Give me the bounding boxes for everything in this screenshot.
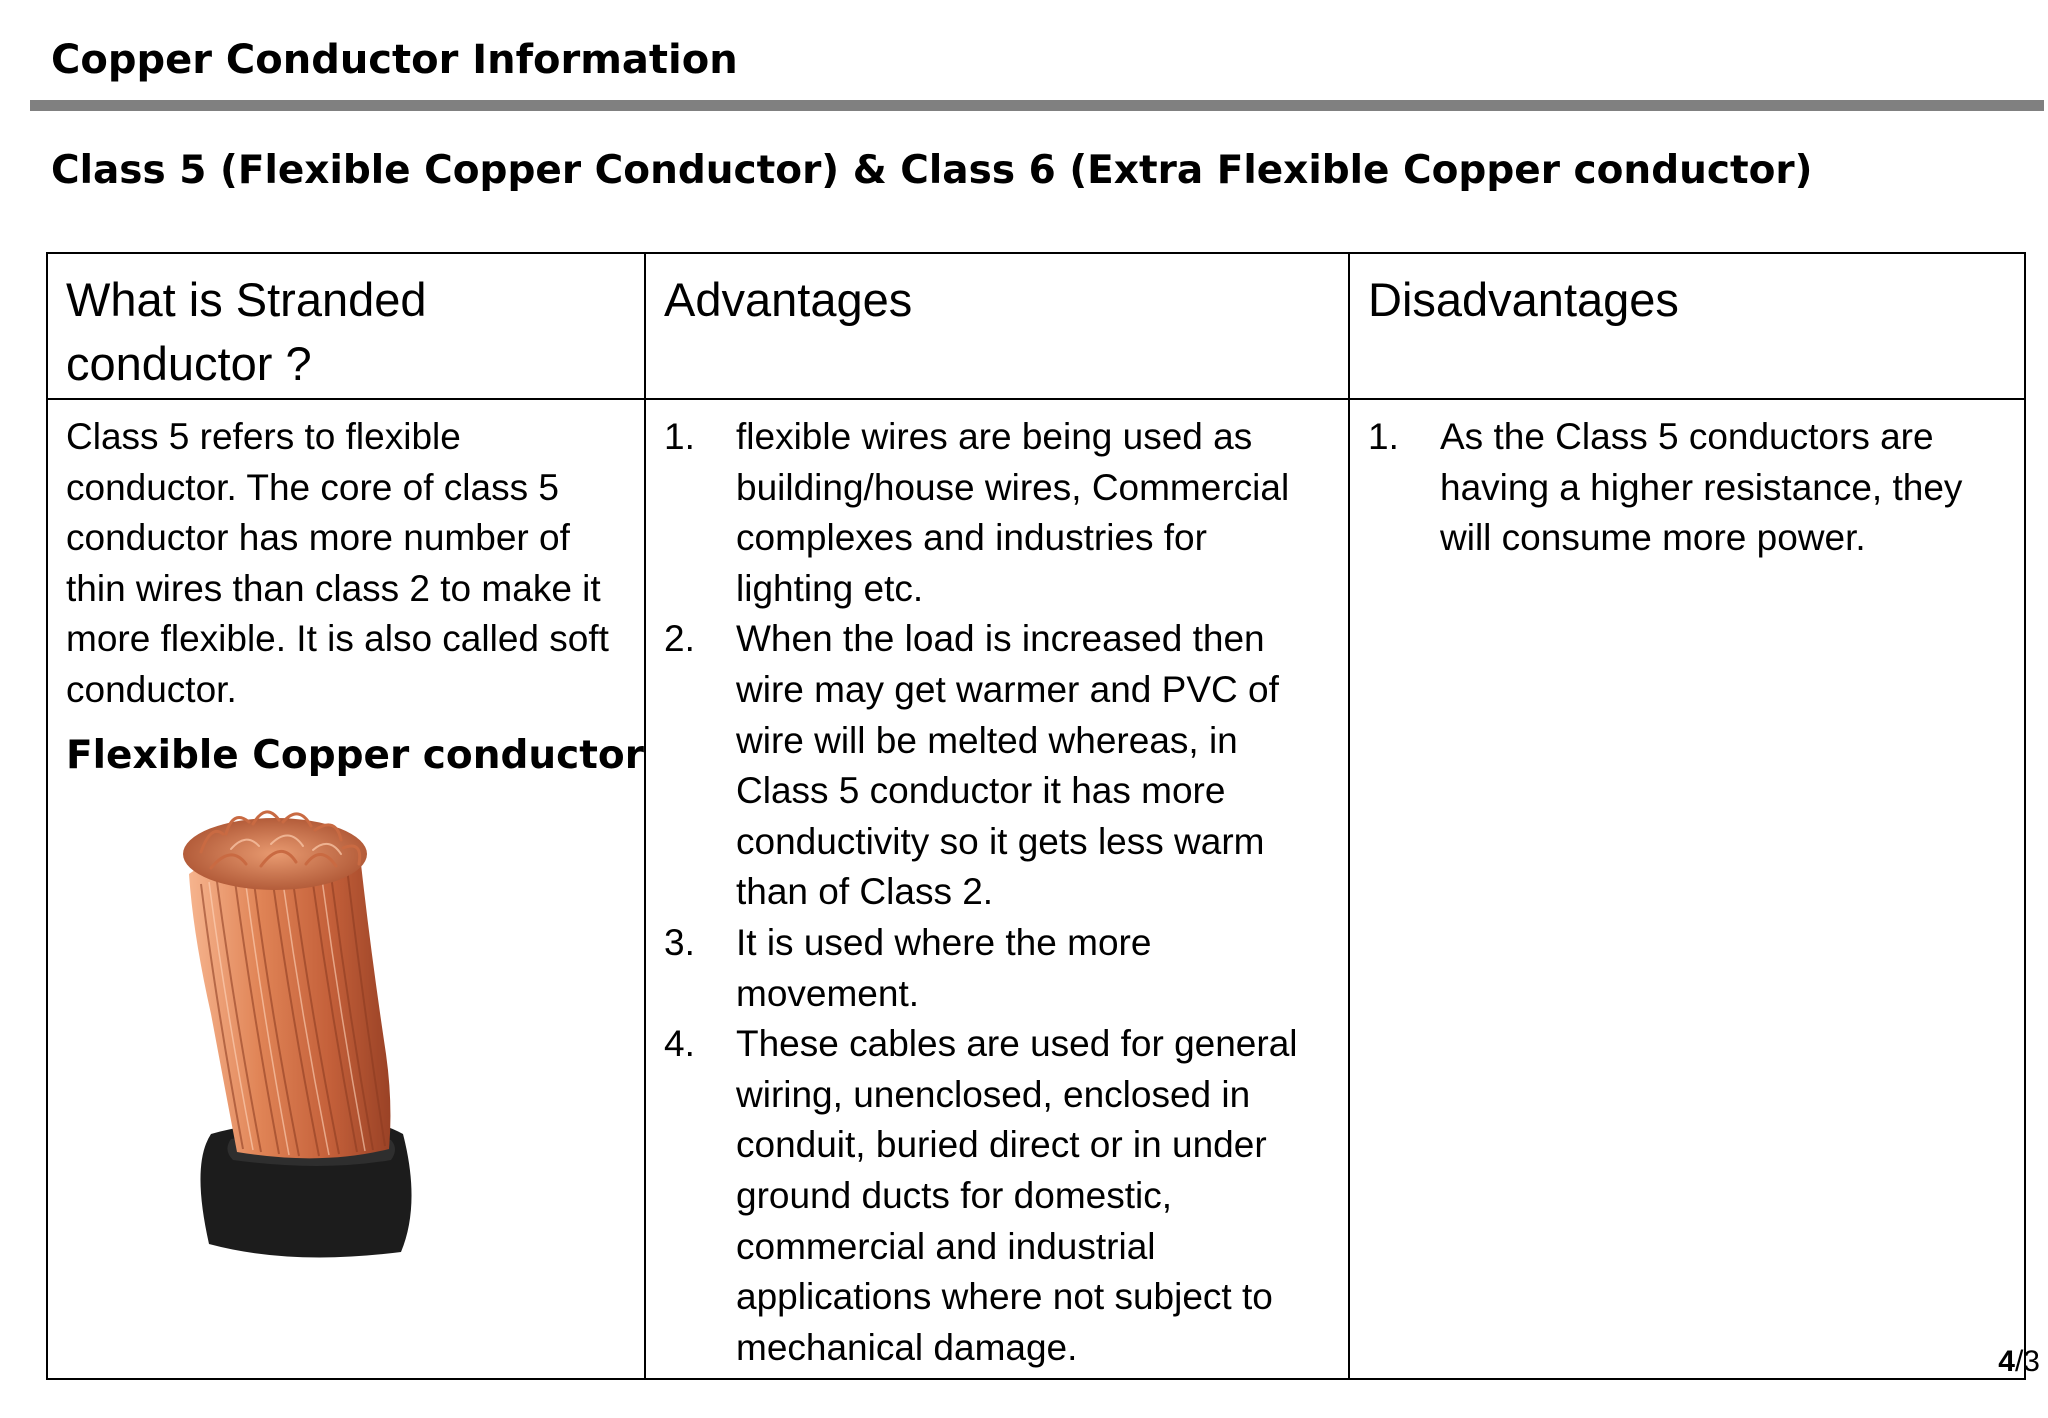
stranded-copper-conductor-illustration: [171, 804, 481, 1264]
list-item: [664, 918, 1330, 1019]
page-total: /3: [2014, 1345, 2040, 1378]
page-current: 4: [1998, 1345, 2015, 1378]
list-item-number: 4.: [664, 1023, 695, 1065]
advantages-cell: [645, 399, 1349, 1379]
title-divider: [30, 100, 2044, 111]
list-item-text: It is used where the more movement.: [736, 921, 1152, 1014]
list-item-text: As the Class 5 conductors are having a higher resistance, they will consume more power.: [1440, 416, 1963, 559]
list-item-text: These cables are used for general wiring, unenclosed, enclosed in conduit, buried direct or in under ground ducts for domestic, commercial and industrial applications where not subject to mechanical damage.: [736, 1023, 1298, 1368]
list-item-number: 3.: [664, 921, 695, 963]
header-what-is-stranded: What is Stranded conductor ?: [47, 253, 645, 399]
table-header-row: [47, 253, 2025, 399]
list-item-number: 1.: [664, 416, 695, 457]
list-item-number: 2.: [664, 618, 695, 660]
list-item-number: 1.: [1368, 416, 1399, 457]
header-advantages: Advantages: [645, 253, 1349, 399]
list-item: [664, 1019, 1330, 1373]
what-is-paragraph: Class 5 refers to flexible conductor. The core of class 5 conductor has more number of thin wires than class 2 to make it more flexible. It is also called soft conductor.: [66, 416, 609, 710]
table-body-row: [47, 399, 2025, 1379]
list-item-text: When the load is increased then wire may get warmer and PVC of wire will be melted whereas, in Class 5 conductor it has more conductivity so it gets less warm than of Class 2.: [736, 618, 1279, 913]
list-item: [1368, 412, 2006, 564]
list-item: [664, 614, 1330, 918]
disadvantages-cell: [1349, 399, 2025, 1379]
disadvantages-list: [1368, 412, 2006, 564]
image-heading: Flexible Copper conductor: [66, 732, 644, 778]
advantages-list: [664, 412, 1330, 1373]
document-subtitle: Class 5 (Flexible Copper Conductor) & Class 6 (Extra Flexible Copper conductor): [51, 148, 1813, 193]
document-title: Copper Conductor Information: [51, 37, 738, 83]
list-item-text: flexible wires are being used as building/house wires, Commercial complexes and industries for lighting etc.: [736, 416, 1290, 609]
list-item: [664, 412, 1330, 614]
header-disadvantages: Disadvantages: [1349, 253, 2025, 399]
conductor-info-table: [46, 252, 2026, 1380]
page-number: [1998, 1342, 2040, 1382]
what-is-cell: [47, 399, 645, 1379]
